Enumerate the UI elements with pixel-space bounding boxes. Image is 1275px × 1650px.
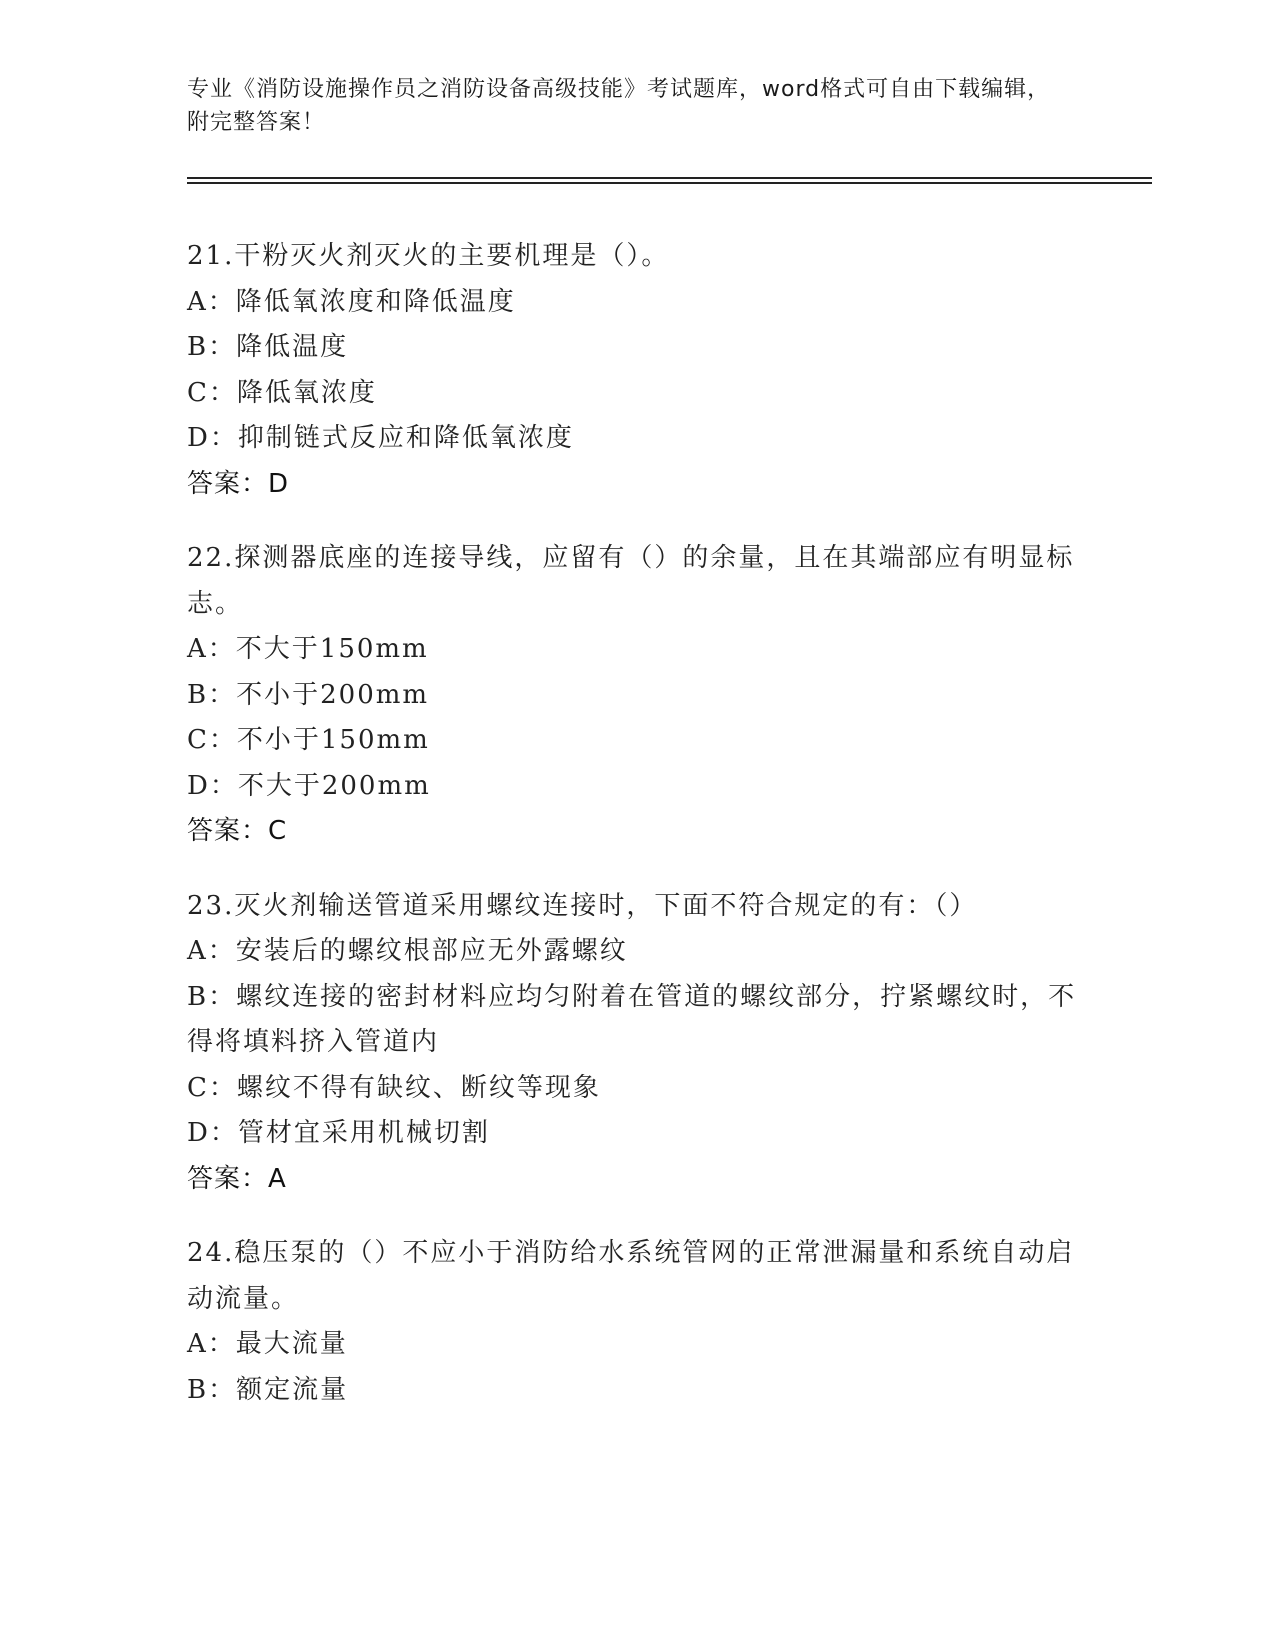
option-c: C：不小于150mm [187, 725, 430, 755]
option-d: D：抑制链式反应和降低氧浓度 [187, 423, 574, 453]
question-stem: 24.稳压泵的（）不应小于消防给水系统管网的正常泄漏量和系统自动启动流量。 [187, 1238, 1075, 1314]
option-a: A：安装后的螺纹根部应无外露螺纹 [187, 936, 628, 966]
question-22 [187, 536, 1087, 855]
option-d: D：不大于200mm [187, 770, 431, 801]
header-divider-top [187, 177, 1152, 179]
question-24 [187, 1231, 1087, 1413]
option-a: A：降低氧浓度和降低温度 [187, 286, 516, 317]
option-b: B：不小于200mm [187, 679, 430, 710]
option-a: A：不大于150mm [187, 634, 429, 664]
option-b: B：降低温度 [187, 332, 349, 362]
question-stem: 22.探测器底座的连接导线，应留有（）的余量，且在其端部应有明显标志。 [187, 543, 1075, 619]
option-c: C：螺纹不得有缺纹、断纹等现象 [187, 1072, 601, 1103]
option-b: B：额定流量 [187, 1374, 349, 1405]
document-header: 专业《消防设施操作员之消防设备高级技能》考试题库，word格式可自由下载编辑，附完整答案！ [187, 77, 1051, 135]
question-list [187, 234, 1087, 1442]
answer-line: 答案：A [187, 1163, 287, 1194]
option-a: A：最大流量 [187, 1329, 348, 1359]
header-divider-bottom [187, 182, 1152, 184]
question-stem: 23.灭火剂输送管道采用螺纹连接时，下面不符合规定的有：（） [187, 890, 978, 921]
question-23 [187, 884, 1087, 1203]
answer-line: 答案：D [187, 468, 290, 499]
question-21 [187, 234, 1087, 507]
option-d: D：管材宜采用机械切割 [187, 1118, 490, 1148]
option-b: B：螺纹连接的密封材料应均匀附着在管道的螺纹部分，拧紧螺纹时，不得将填料挤入管道内 [187, 981, 1077, 1057]
question-stem: 21.干粉灭火剂灭火的主要机理是（）。 [187, 241, 670, 271]
option-c: C：降低氧浓度 [187, 377, 377, 408]
answer-line: 答案：C [187, 816, 288, 846]
